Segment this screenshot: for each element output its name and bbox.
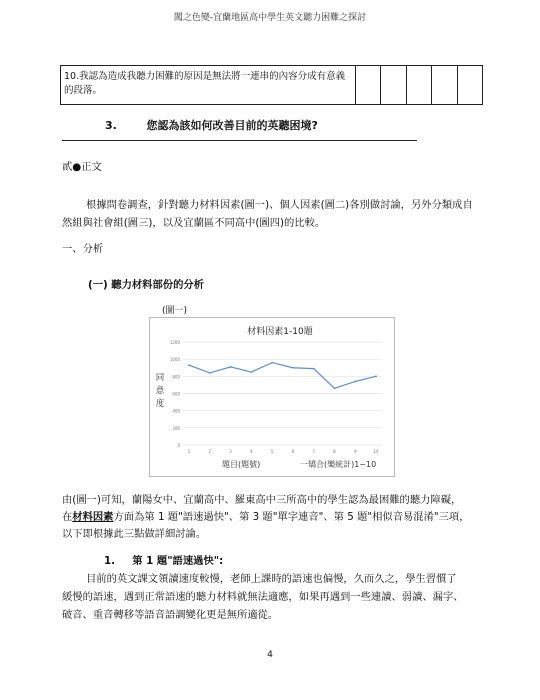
analysis-heading: 一、分析 <box>62 243 104 255</box>
figure-label: (圖一) <box>162 306 188 316</box>
section-title: 您認為該如何改善目前的英聽困境? <box>146 119 318 132</box>
series-line <box>189 363 376 389</box>
conclusion-line-1: 由(圖一)可知，蘭陽女中、宜蘭高中、羅東高中三所高中的學生認為最困難的聽力障礙， <box>62 494 462 506</box>
question-cell: 10.我認為造成我聽力困難的原因是無法將一連串的內容分成有意義的段落。 <box>61 66 356 105</box>
answer-line <box>62 140 417 141</box>
section-number: 3. <box>105 119 117 132</box>
chart-annotation: 一矯合(樂統計)1~10 <box>300 460 377 469</box>
data-point <box>271 362 273 364</box>
x-tick-label: 3 <box>229 449 232 454</box>
table-row <box>61 66 483 105</box>
conclusion-line-3: 以下即根據此三點做詳細討論。 <box>62 528 207 540</box>
rating-cell <box>406 66 431 105</box>
x-tick-label: 4 <box>250 449 253 454</box>
data-point <box>250 371 252 373</box>
x-axis-ticks <box>188 449 379 454</box>
questionnaire-table <box>60 65 483 105</box>
point-number: 1. <box>104 555 116 567</box>
data-point <box>354 381 356 383</box>
chart-frame <box>149 317 395 477</box>
rating-cell <box>432 66 457 105</box>
sub-heading: (一) 聽力材料部份的分析 <box>88 279 204 291</box>
x-tick-label: 1 <box>187 449 191 454</box>
conclusion-prefix: 在 <box>62 511 73 523</box>
x-tick-label: 6 <box>291 449 295 454</box>
rating-cell <box>356 66 381 105</box>
x-tick-label: 8 <box>333 449 336 454</box>
data-point <box>292 367 294 369</box>
rating-cell <box>381 66 406 105</box>
y-tick-label: 200 <box>172 425 180 431</box>
series-points <box>188 362 377 390</box>
data-point <box>188 364 190 366</box>
y-tick-label: 400 <box>172 408 180 414</box>
rating-cell <box>457 66 482 105</box>
data-point <box>230 366 232 368</box>
x-axis-label: 題目(題號) <box>222 460 261 469</box>
point-title: 第 1 題"語速過快": <box>132 555 224 567</box>
conclusion-line-2 <box>62 508 470 526</box>
y-axis-ticks <box>170 340 181 448</box>
y-tick-label: 600 <box>172 391 180 397</box>
chart-title: 材料因素1-10題 <box>247 327 313 337</box>
running-header: 闖之色變-宜蘭地區高中學生英文聽力困難之探討 <box>173 13 367 23</box>
intro-paragraph: 根據問卷調查，針對聽力材料因素(圖一)、個人因素(圖二)各別做討論，另外分類成自然組與社會組(圖三)，以及宜蘭區不同高中(圖四)的比較。 <box>62 199 473 229</box>
data-point <box>313 368 315 370</box>
point-1-line-1: 目前的英文課文領讀速度較慢，老師上課時的語速也偏慢，久而久之，學生習慣了 <box>86 573 457 585</box>
data-point <box>334 387 336 389</box>
y-tick-label: 0 <box>177 443 180 448</box>
x-tick-label: 5 <box>270 449 274 454</box>
conclusion-rest: 方面為第 1 題"語速過快"、第 3 題"單字連音"、第 5 題"相似音易混淆"三項， <box>113 511 470 523</box>
data-point <box>209 372 211 374</box>
x-tick-label: 2 <box>208 449 212 454</box>
y-tick-label: 1200 <box>169 340 180 345</box>
point-1-line-3: 破音、重音轉移等語音語調變化更是無所適從。 <box>62 609 279 621</box>
chart-grid <box>183 342 382 445</box>
main-heading: 貳●正文 <box>62 161 102 173</box>
section-3-heading <box>105 117 318 133</box>
data-point <box>375 375 377 377</box>
line-chart <box>150 318 394 476</box>
emphasis-material-factor: 材料因素 <box>72 511 114 523</box>
x-tick-label: 10 <box>373 449 379 454</box>
y-axis-label: 同意度 <box>155 373 165 409</box>
x-tick-label: 9 <box>353 449 357 454</box>
point-1-heading <box>104 552 223 570</box>
x-tick-label: 7 <box>312 449 315 454</box>
y-tick-label: 1000 <box>169 357 180 363</box>
page-number: 4 <box>267 650 273 660</box>
y-tick-label: 800 <box>172 374 180 380</box>
point-1-line-2: 緩慢的語速，遇到正常語速的聽力材料就無法適應，如果再遇到一些連讀、弱讀、漏字、 <box>62 591 464 603</box>
